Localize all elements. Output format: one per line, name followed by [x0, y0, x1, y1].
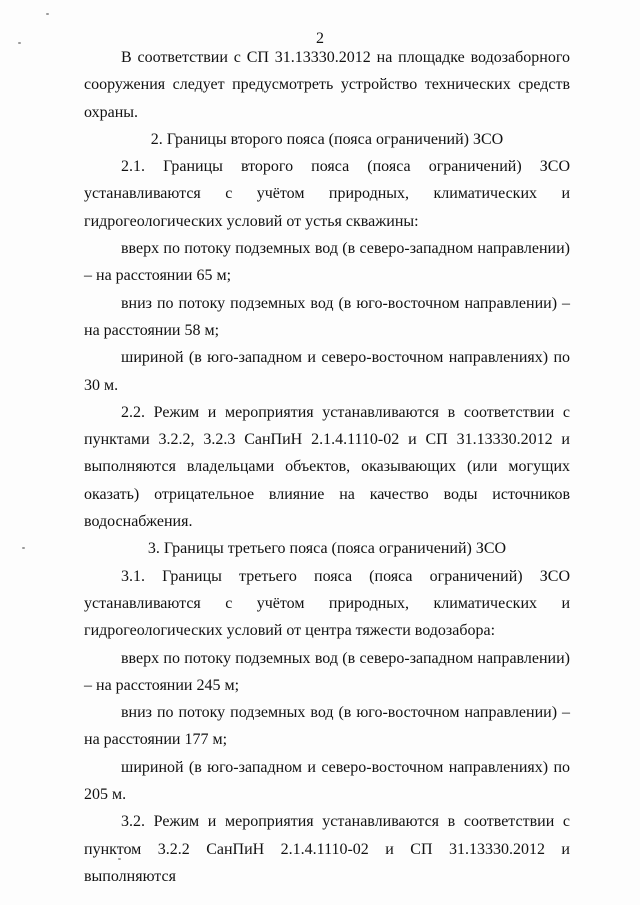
paragraph-2-2: 2.2. Режим и мероприятия устанавливаются в соответствии с пунктами 3.2.2, 3.2.3 СанПиН 2.1.4.1110-02 и СП 31.13330.2012 и выполняются владельцами объектов, оказывающих (или могущих оказать) отрицательное влияние на качество воды источников водоснабжения.	[84, 403, 570, 531]
document-body	[84, 44, 570, 890]
paragraph-3-1-downstream: вниз по потоку подземных вод (в юго-восточном направлении) – на расстоянии 177 м;	[84, 704, 570, 749]
paragraph-2-1-upstream: вверх по потоку подземных вод (в северо-западном направлении) – на расстоянии 65 м;	[84, 240, 570, 285]
paragraph-2-1-downstream: вниз по потоку подземных вод (в юго-восточном направлении) – на расстоянии 58 м;	[84, 294, 570, 339]
paragraph-3-1-upstream: вверх по потоку подземных вод (в северо-западном направлении) – на расстоянии 245 м;	[84, 649, 570, 694]
paragraph-2-1-width: шириной (в юго-западном и северо-восточном направлениях) по 30 м.	[84, 349, 570, 394]
paragraph-2-1: 2.1. Границы второго пояса (пояса ограничений) ЗСО устанавливаются с учётом природных, климатических и гидрогеологических условий от устья скважины:	[84, 158, 570, 230]
paragraph-3-1-width: шириной (в юго-западном и северо-восточном направлениях) по 205 м.	[84, 758, 570, 804]
scan-speck	[118, 858, 121, 860]
scan-speck	[46, 13, 49, 15]
paragraph-3-2: 3.2. Режим и мероприятия устанавливаются в соответствии с пунктом 3.2.2 СанПиН 2.1.4.1110-02 и СП 31.13330.2012 и выполняются	[84, 813, 570, 885]
paragraph-3-1: 3.1. Границы третьего пояса (пояса ограничений) ЗСО устанавливаются с учётом природных, климатических и гидрогеологических условий от центра тяжести водозабора:	[84, 567, 570, 640]
page-number: 2	[316, 30, 324, 47]
paragraph-intro: В соответствии с СП 31.13330.2012 на площадке водозаборного сооружения следует предусмотреть устройство технических средств охраны.	[84, 49, 570, 121]
scan-speck	[18, 42, 21, 44]
scan-speck	[22, 547, 25, 549]
section-heading-3: 3. Границы третьего пояса (пояса ограничений) ЗСО	[147, 540, 507, 558]
section-heading-2: 2. Границы второго пояса (пояса ограничений) ЗСО	[150, 130, 504, 148]
